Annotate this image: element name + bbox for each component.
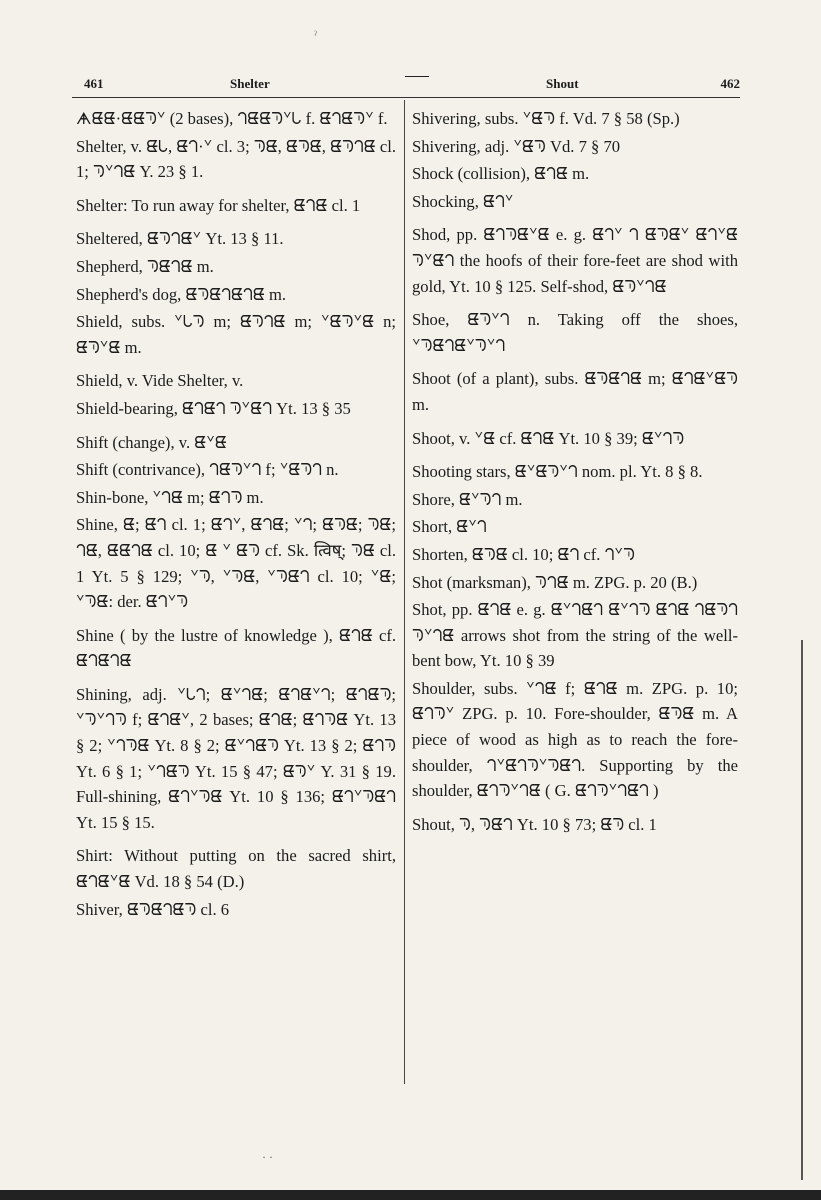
entry: Sheltered, ᘀᘅᘃᘀᘁ Yt. 13 § 11. <box>76 229 284 249</box>
scan-bottom-edge <box>0 1190 821 1200</box>
entry: Shoot, v. ᘁᘀ cf. ᘀᘃᘀ Yt. 10 § 39; ᘀᘁᘃᘅ <box>412 428 685 448</box>
entry: Shield, v. Vide Shelter, v. <box>76 371 244 391</box>
entry: Shoe, ᘀᘅᘁᘃ n. Taking off the shoes, ᘁᘅᘀᘃᘀᘁᘅᘁᘃ <box>412 310 738 355</box>
entry: Shod, pp. ᘀᘃᘅᘀᘁᘀ e. g. ᘀᘃᘁ ᘃ ᘀᘅᘀᘁ ᘀᘃᘁᘀ ᘅᘁᘀᘃ the hoofs of their fore-feet are shod with gold, Yt. 10 § 125. Self-shod, ᘀᘅᘁᘃᘀ <box>412 225 738 296</box>
entry: Shore, ᘀᘁᘅᘃ m. <box>412 489 523 509</box>
page-specks: · · <box>262 1150 273 1164</box>
entry: Short, ᘀᘁᘃ <box>412 517 487 537</box>
entry: Shoot (of a plant), subs. ᘀᘅᘀᘃᘀ m; ᘀᘃᘀᘁᘀᘅ m. <box>412 369 738 414</box>
column-divider <box>404 100 405 1084</box>
entry: Shivering, subs. ᘁᘀᘅ f. Vd. 7 § 58 (Sp.) <box>412 109 680 128</box>
entry: Shock (collision), ᘀᘃᘀ m. <box>412 164 590 184</box>
entry: Shocking, ᘀᘃᘁ <box>412 191 514 211</box>
entry: Shout, ᘅ, ᘅᘀᘃ Yt. 10 § 73; ᘀᘅ cl. 1 <box>412 814 657 834</box>
entry: Shelter: To run away for shelter, ᘀᘃᘀ cl. 1 <box>76 195 361 215</box>
entry: Shiver, ᘀᘅᘀᘃᘀᘅ cl. 6 <box>76 899 230 919</box>
header-dash <box>405 76 429 77</box>
running-header <box>72 76 740 96</box>
entry: Shoulder, subs. ᘁᘃᘀ f; ᘀᘃᘀ m. ZPG. p. 10; ᘀᘃᘅᘁ ZPG. p. 10. Fore-shoulder, ᘀᘅᘀ m. A piece of wood as high as to reach the fore-shoulder, ᘃᘁᘀᘃᘅᘁᘅᘀᘃ. Supporting by the shoulder, ᘀᘃᘅᘁᘃᘀ ( G. ᘀᘃᘅᘁᘃᘀᘃ ) <box>412 678 738 801</box>
page-mark: ˀ <box>314 28 317 42</box>
header-rule <box>72 97 740 98</box>
right-running-title: Shout <box>546 76 579 91</box>
left-column <box>76 106 396 924</box>
entry: Shepherd, ᘅᘀᘃᘀ m. <box>76 256 214 276</box>
entry: Shooting stars, ᘀᘁᘀᘅᘁᘃ nom. pl. Yt. 8 § 8. <box>412 462 703 482</box>
right-column <box>412 106 738 845</box>
entry: Shepherd's dog, ᘀᘅᘀᘃᘀᘃᘀ m. <box>76 284 287 304</box>
left-page-number: 461 <box>84 76 104 91</box>
left-running-title: Shelter <box>230 76 270 91</box>
entry: Shirt: Without putting on the sacred shirt, ᘀᘃᘀᘁᘀ Vd. 18 § 54 (D.) <box>76 846 396 892</box>
entry: Shield, subs. ᘁᘂᘅ m; ᘀᘅᘃᘀ m; ᘁᘀᘅᘁᘀ n; ᘀᘅᘁᘀ m. <box>76 312 396 357</box>
entry: Shin-bone, ᘁᘃᘀ m; ᘀᘃᘅ m. <box>76 487 264 507</box>
entry: Shining, adj. ᘁᘂᘃ; ᘀᘁᘃᘀ; ᘀᘃᘀᘁᘃ; ᘀᘃᘀᘅ; ᘁᘅᘁᘃᘅ f; ᘀᘃᘀᘁ, 2 bases; ᘀᘃᘀ; ᘀᘃᘅᘀ Yt. 13 § 2; ᘁᘃᘅᘀ Yt. 8 § 2; ᘀᘁᘃᘀᘅ Yt. 13 § 2; ᘀᘃᘅ Yt. 6 § 1; ᘁᘃᘀᘅ Yt. 15 § 47; ᘀᘅᘁ Y. 31 § 19. Full-shining, ᘀᘃᘁᘅᘀ Yt. 10 § 136; ᘀᘃᘁᘅᘀᘃ Yt. 15 § 15. <box>76 684 396 832</box>
entry: Shift (change), v. ᘀᘁᘀ <box>76 432 227 452</box>
right-page-number: 462 <box>720 76 740 91</box>
entry: Shift (contrivance), ᘃᘀᘅᘁᘃ f; ᘁᘀᘅᘃ n. <box>76 460 339 480</box>
entry: Shot (marksman), ᘅᘃᘀ m. ZPG. p. 20 (B.) <box>412 572 698 592</box>
entry: Shivering, adj. ᘁᘀᘅ Vd. 7 § 70 <box>412 136 621 156</box>
entry: Shelter, v. ᘀᘂ, ᘀᘃ·ᘁ cl. 3; ᘅᘀ, ᘀᘅᘀ, ᘀᘅᘃᘀ cl. 1; ᘅᘁᘃᘀ Y. 23 § 1. <box>76 136 396 182</box>
entry: Shield-bearing, ᘀᘃᘀᘃ ᘅᘁᘀᘃ Yt. 13 § 35 <box>76 398 351 418</box>
entry: Shine, ᘀ; ᘀᘃ cl. 1; ᘀᘃᘁ, ᘀᘃᘀ; ᘁᘃ; ᘀᘅᘀ; ᘅᘀ; ᘃᘀ, ᘀᘀᘃᘀ cl. 10; ᘀ ᘁ ᘀᘅ cf. Sk. त्विष्; ᘅᘀ cl. 1 Yt. 5 § 129; ᘁᘅ, ᘁᘅᘀ, ᘁᘅᘀᘃ cl. 10; ᘁᘀ; ᘁᘅᘀ: der. ᘀᘃᘁᘅ <box>76 515 396 612</box>
entry: Shine ( by the lustre of knowledge ), ᘀᘃᘀ cf. ᘀᘃᘀᘃᘀ <box>76 625 396 671</box>
entry: Shot, pp. ᘀᘃᘀ e. g. ᘀᘁᘃᘀᘃ ᘀᘁᘃᘅ ᘀᘃᘀ ᘃᘀᘅᘃ ᘅᘁᘃᘀ arrows shot from the string of the well-bent bow, Yt. 10 § 39 <box>412 600 738 671</box>
entry: ᗗᘀᘀ·ᘀᘀᘅᘁ (2 bases), ᘃᘀᘀᘅᘁᘂ f. ᘀᘃᘀᘅᘁ f. <box>76 109 388 128</box>
entry: Shorten, ᘀᘅᘀ cl. 10; ᘀᘃ cf. ᘃᘁᘅ <box>412 544 635 564</box>
page-edge <box>801 640 809 1180</box>
